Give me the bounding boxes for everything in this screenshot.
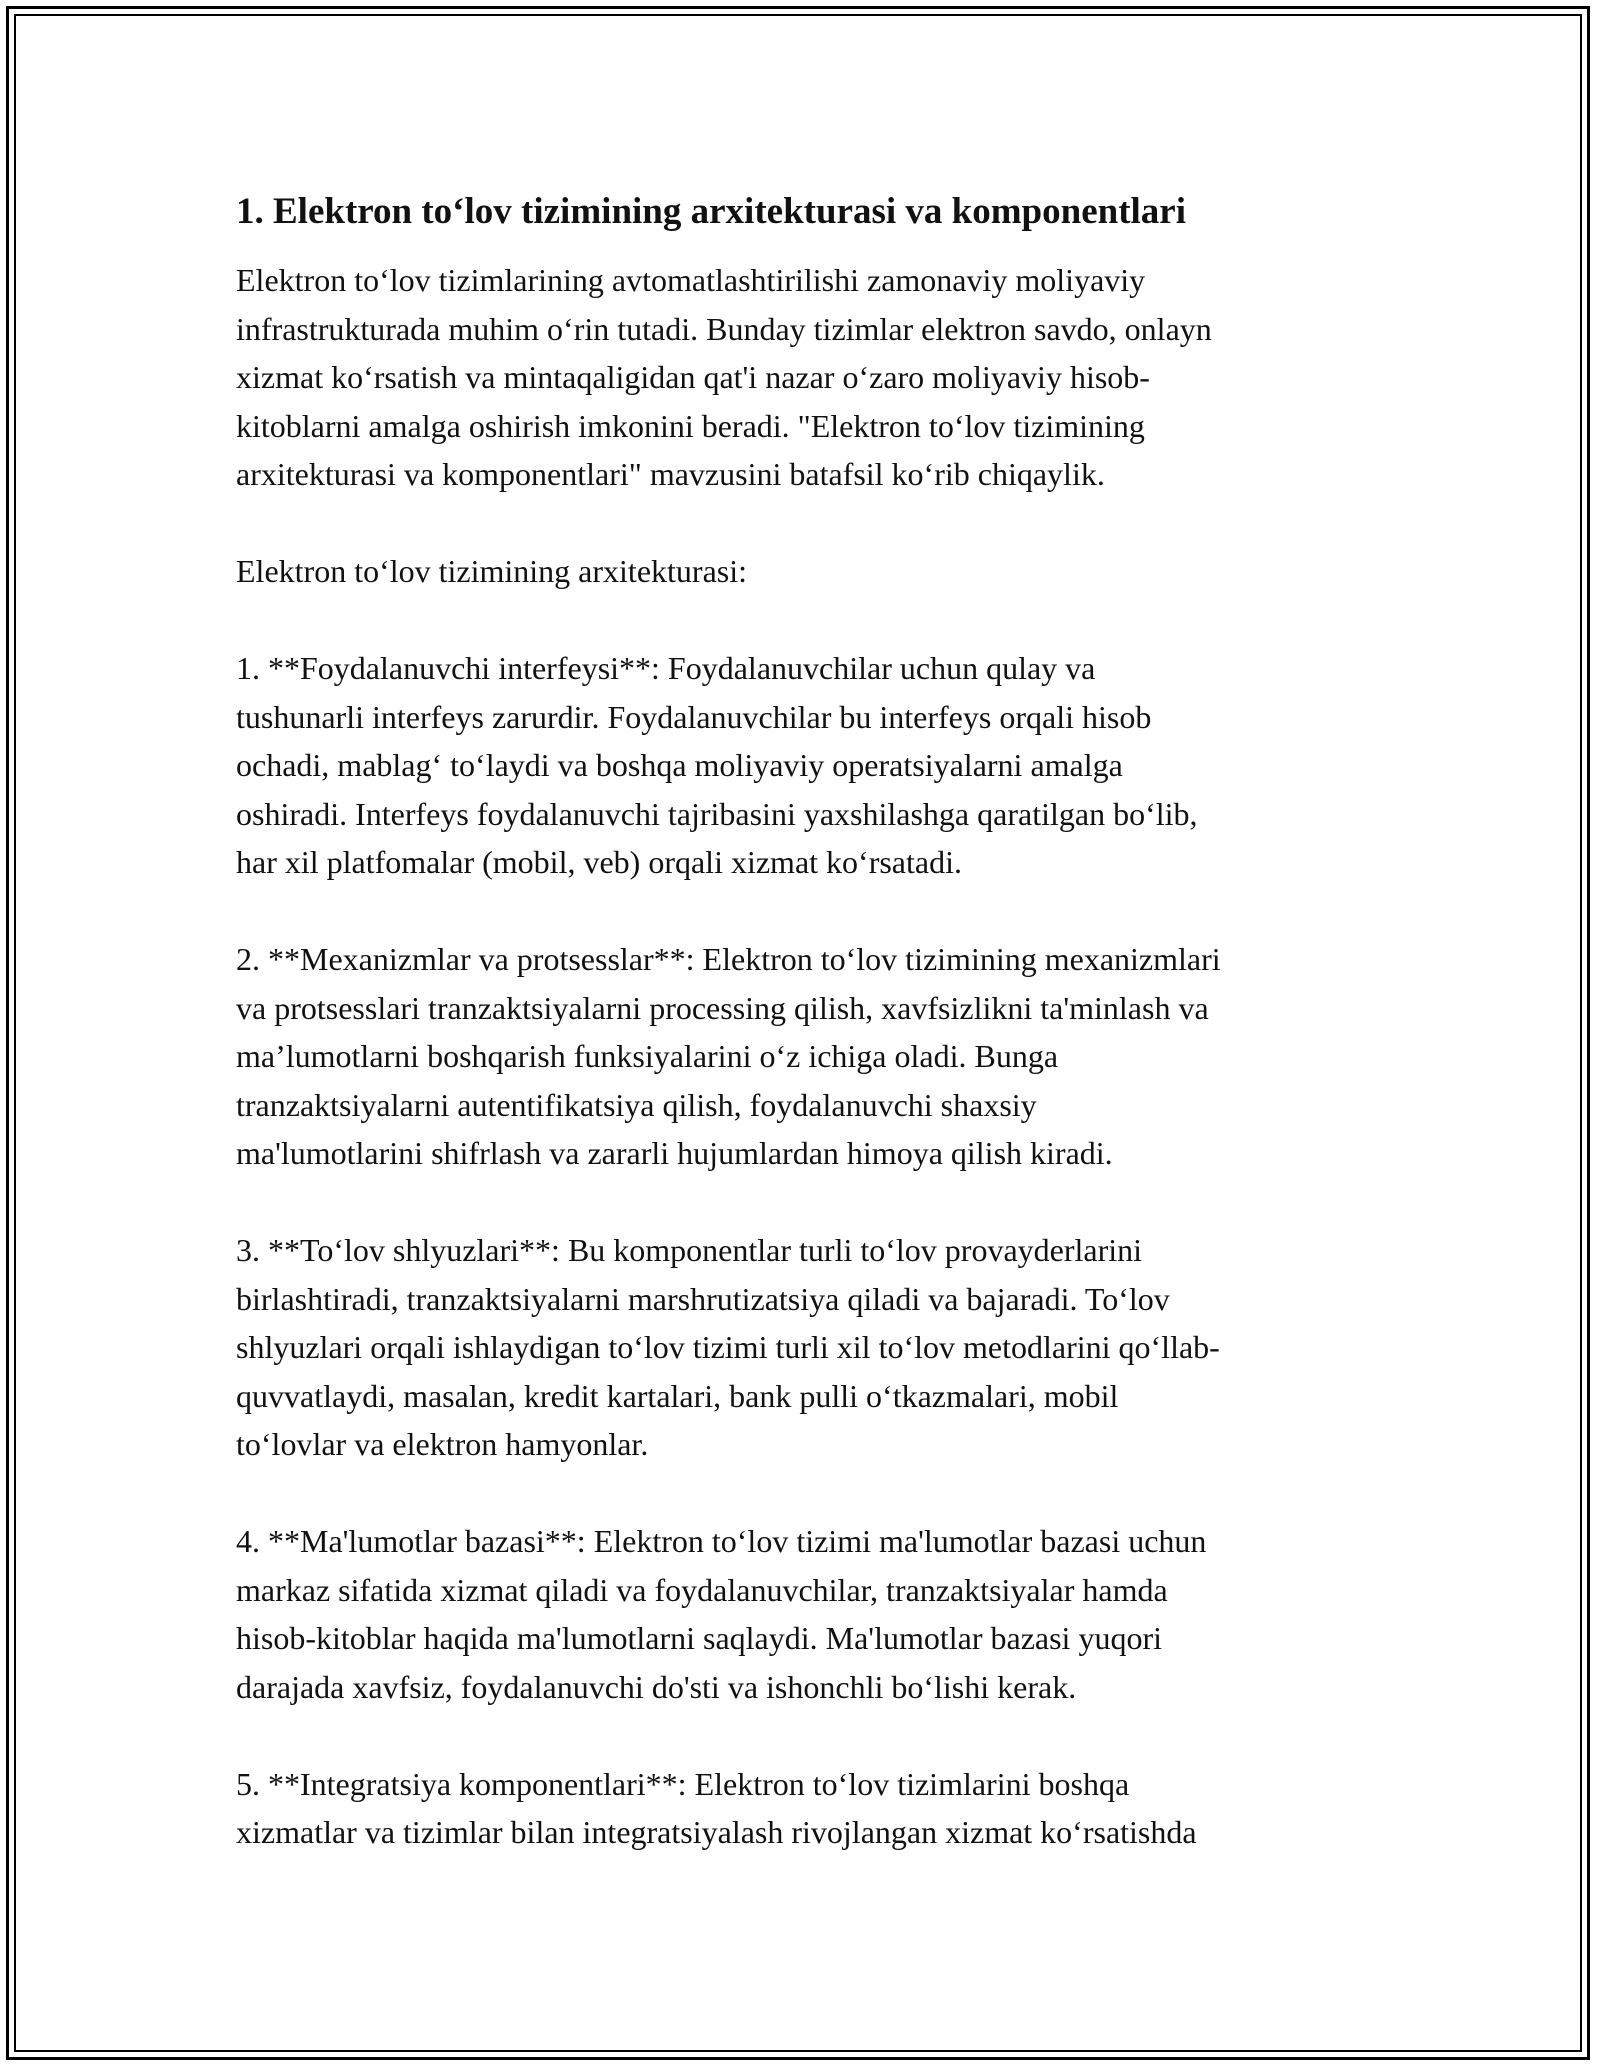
document-title: 1. Elektron to‘lov tizimining arxitekturasi va komponentlari	[236, 191, 1187, 232]
text-line: markaz sifatida xizmat qiladi va foydalanuvchilar, tranzaktsiyalar hamda	[236, 1571, 1168, 1608]
text-line: darajada xavfsiz, foydalanuvchi do'sti va ishonchli bo‘lishi kerak.	[236, 1668, 1077, 1705]
paragraph-item-4	[236, 1517, 1381, 1711]
text-line: xizmatlar va tizimlar bilan integratsiyalash rivojlangan xizmat ko‘rsatishda	[236, 1814, 1197, 1850]
text-line: ma’lumotlarni boshqarish funksiyalarini o‘z ichiga oladi. Bunga	[236, 1038, 1059, 1074]
text-line: Elektron to‘lov tizimlarining avtomatlashtirilishi zamonaviy moliyaviy	[236, 262, 1146, 298]
text-line: arxitekturasi va komponentlari" mavzusini batafsil ko‘rib chiqaylik.	[236, 456, 1105, 492]
text-line: 4. **Ma'lumotlar bazasi**: Elektron to‘lov tizimi ma'lumotlar bazasi uchun	[236, 1523, 1207, 1559]
paragraph-architecture-heading	[236, 547, 1381, 596]
paragraph-item-3	[236, 1226, 1381, 1469]
paragraph-item-1	[236, 644, 1381, 887]
text-line: xizmat ko‘rsatish va mintaqaligidan qat'i nazar o‘zaro moliyaviy hisob-	[236, 359, 1150, 395]
text-line: infrastrukturada muhim o‘rin tutadi. Bunday tizimlar elektron savdo, onlayn	[236, 310, 1212, 347]
text-line: quvvatlaydi, masalan, kredit kartalari, bank pulli o‘tkazmalari, mobil	[236, 1377, 1119, 1414]
text-line: shlyuzlari orqali ishlaydigan to‘lov tizimi turli xil to‘lov metodlarini qo‘llab-	[236, 1329, 1220, 1365]
paragraph-intro	[236, 256, 1381, 499]
text-line: birlashtiradi, tranzaktsiyalarni marshrutizatsiya qiladi va bajaradi. To‘lov	[236, 1280, 1170, 1317]
text-line: 2. **Mexanizmlar va protsesslar**: Elektron to‘lov tizimining mexanizmlari	[236, 941, 1221, 977]
text-line: tushunarli interfeys zarurdir. Foydalanuvchilar bu interfeys orqali hisob	[236, 698, 1152, 735]
text-line: va protsesslari tranzaktsiyalarni processing qilish, xavfsizlikni ta'minlash va	[236, 989, 1209, 1026]
paragraph-item-2	[236, 935, 1381, 1178]
text-line: Elektron to‘lov tizimining arxitekturasi:	[236, 553, 747, 589]
text-line: har xil platfomalar (mobil, veb) orqali xizmat ko‘rsatadi.	[236, 844, 962, 880]
paragraph-item-5	[236, 1760, 1381, 1857]
text-line: oshiradi. Interfeys foydalanuvchi tajribasini yaxshilashga qaratilgan bo‘lib,	[236, 795, 1198, 832]
text-line: ma'lumotlarini shifrlash va zararli hujumlardan himoya qilish kiradi.	[236, 1135, 1113, 1171]
text-line: tranzaktsiyalarni autentifikatsiya qilish, foydalanuvchi shaxsiy	[236, 1086, 1037, 1123]
text-line: to‘lovlar va elektron hamyonlar.	[236, 1426, 649, 1462]
text-line: 5. **Integratsiya komponentlari**: Elektron to‘lov tizimlarini boshqa	[236, 1765, 1130, 1802]
text-line: 3. **To‘lov shlyuzlari**: Bu komponentlar turli to‘lov provayderlarini	[236, 1232, 1143, 1268]
document-body	[236, 188, 1381, 1905]
text-line: kitoblarni amalga oshirish imkonini beradi. "Elektron to‘lov tizimining	[236, 407, 1145, 444]
text-line: ochadi, mablag‘ to‘laydi va boshqa moliyaviy operatsiyalarni amalga	[236, 747, 1123, 783]
text-line: hisob-kitoblar haqida ma'lumotlarni saqlaydi. Ma'lumotlar bazasi yuqori	[236, 1620, 1162, 1656]
text-line: 1. **Foydalanuvchi interfeysi**: Foydalanuvchilar uchun qulay va	[236, 650, 1096, 686]
